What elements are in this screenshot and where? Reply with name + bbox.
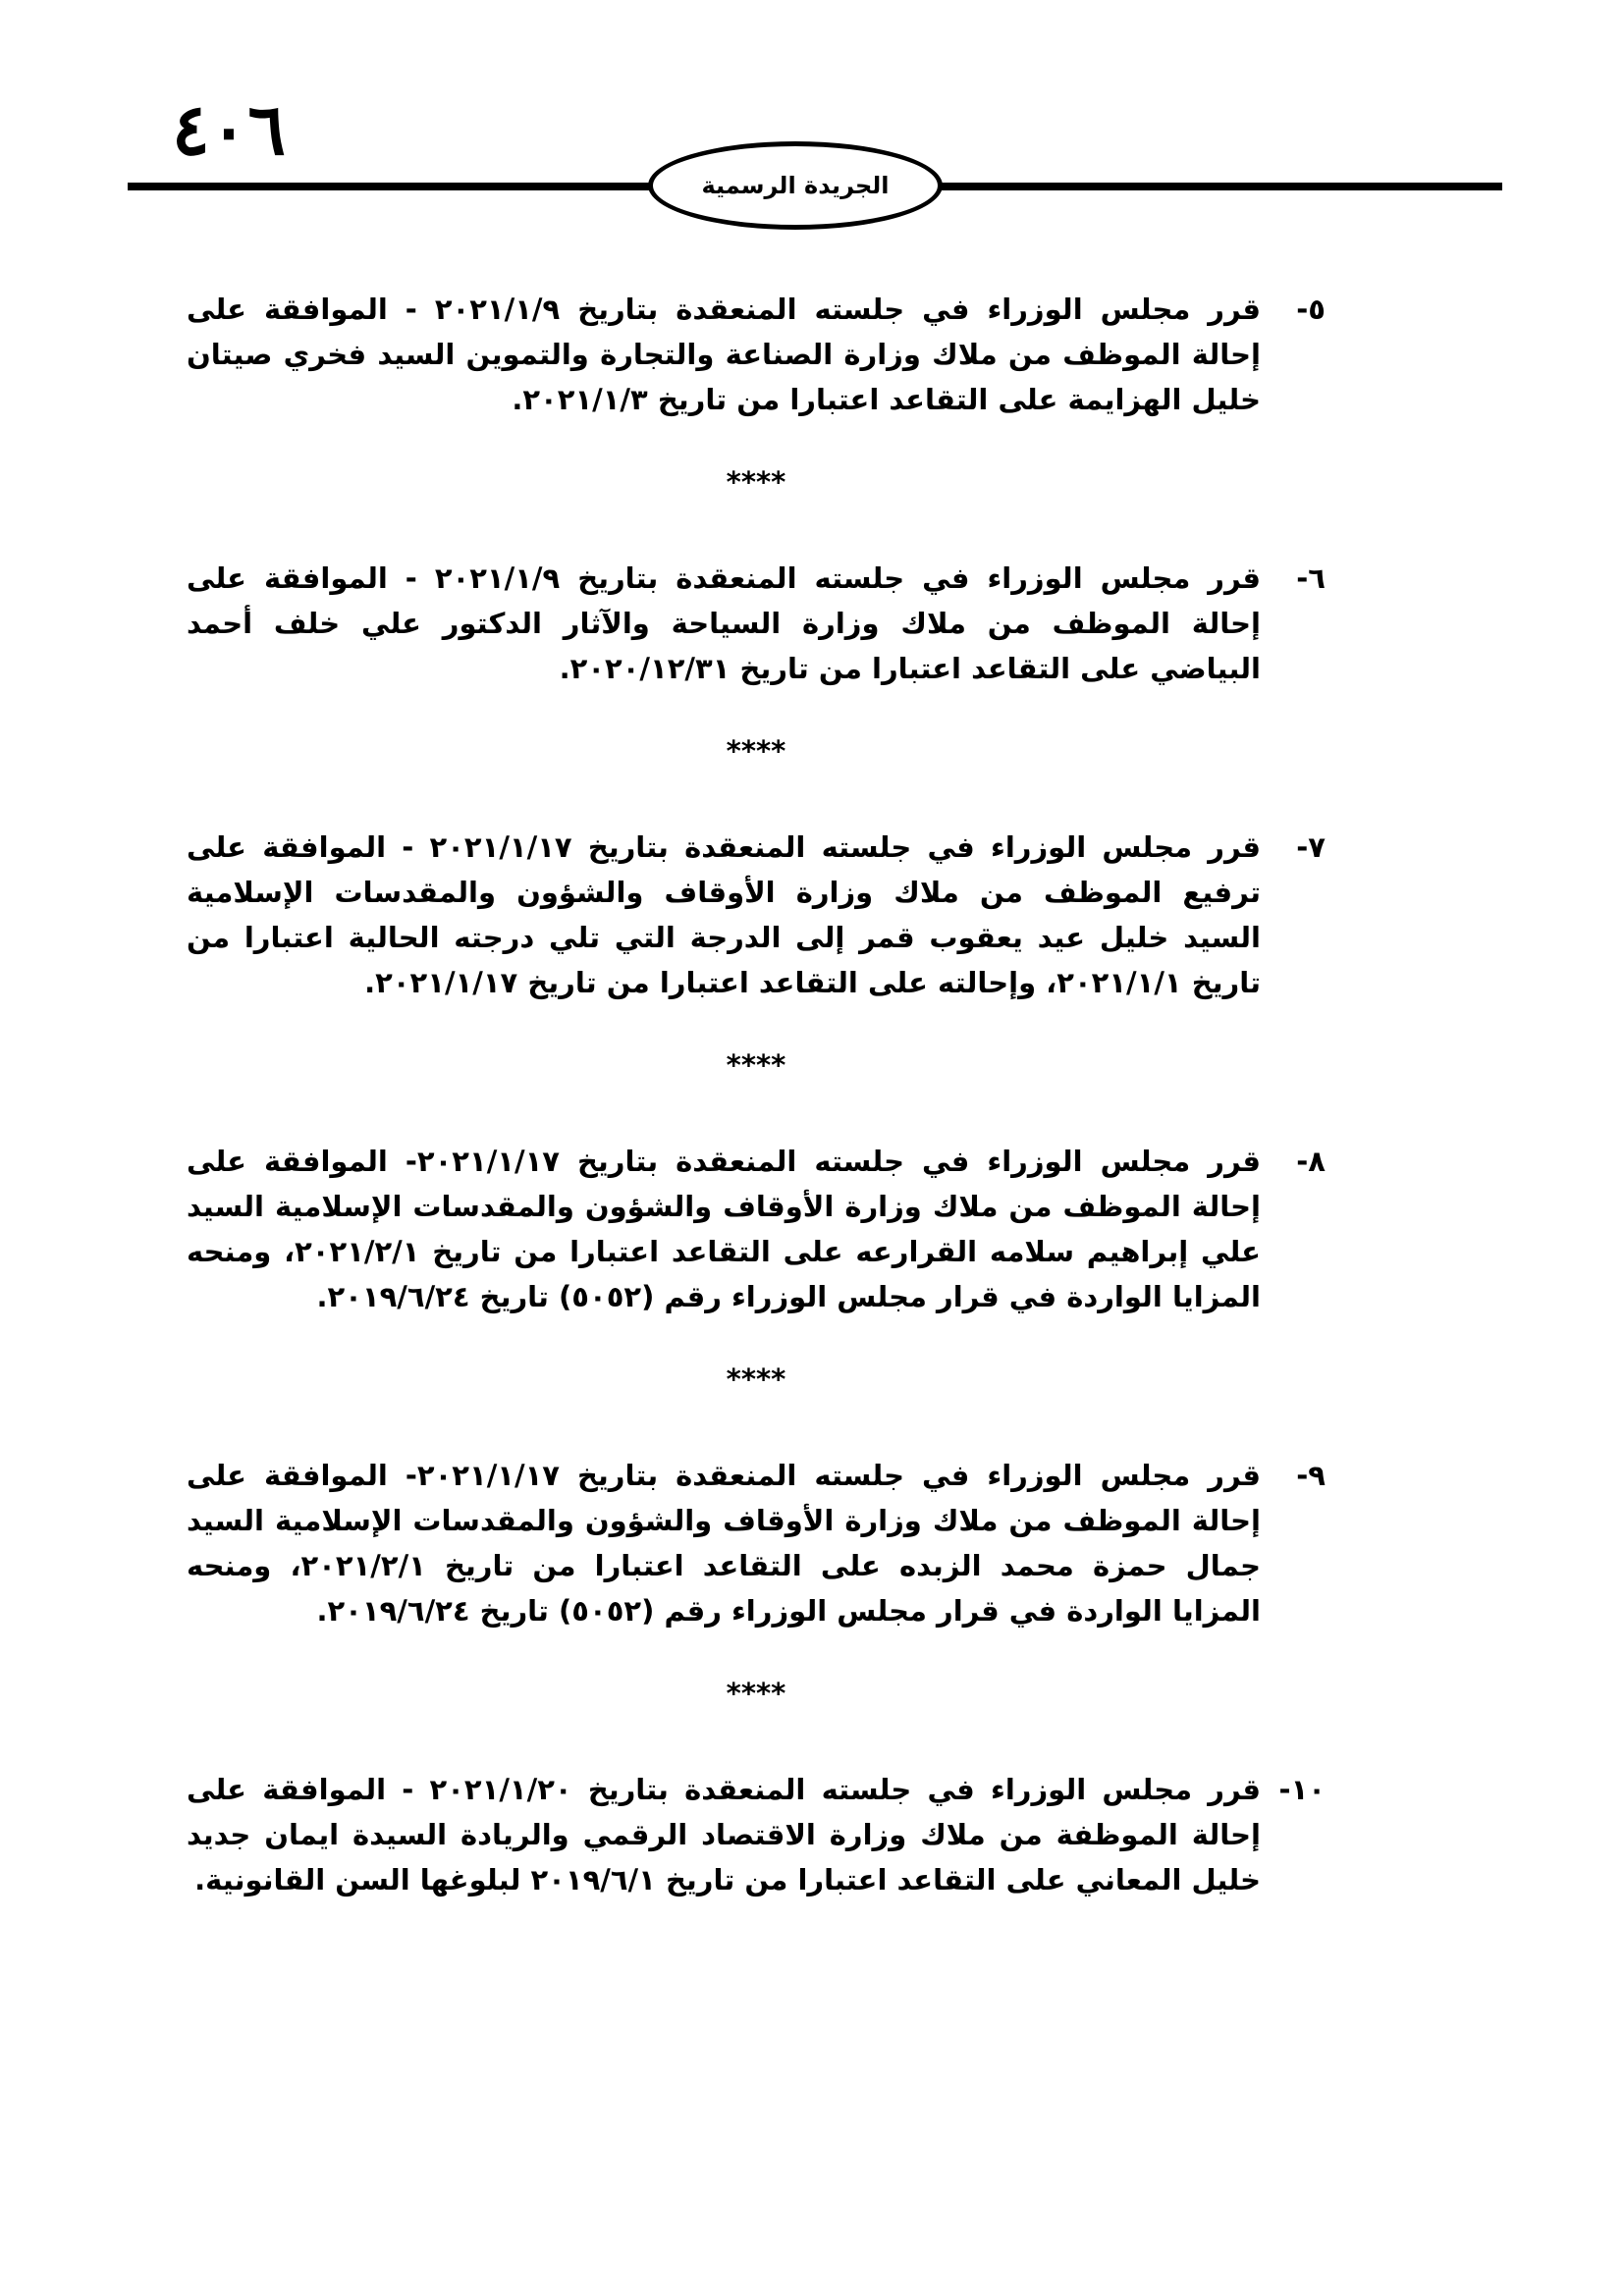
decision-number: ٧- bbox=[1296, 830, 1326, 864]
decision-number: ٨- bbox=[1296, 1145, 1326, 1178]
separator: **** bbox=[726, 1362, 786, 1396]
decision-text: قرر مجلس الوزراء في جلسته المنعقدة بتاريخ ٢٠٢١/١/١٧- الموافقة على إحالة الموظف من ملاك وزارة الأوقاف والشؤون والمقدسات الإسلامية السيد علي إبراهيم سلامه القرارعه على التقاعد اعتبارا من تاريخ ٢٠٢١/٢/١، ومنحه المزايا الواردة في قرار مجلس الوزراء رقم (٥٠٥٢) تاريخ ٢٠١٩/٦/٢٤. bbox=[187, 1145, 1262, 1313]
decision-number: ٦- bbox=[1296, 561, 1326, 595]
decision-number: ١٠- bbox=[1278, 1773, 1326, 1806]
page-number: ٤٠٦ bbox=[172, 87, 287, 171]
decision-item bbox=[187, 1453, 1326, 1633]
decision-number: ٥- bbox=[1296, 293, 1326, 326]
decision-text: قرر مجلس الوزراء في جلسته المنعقدة بتاريخ ٢٠٢١/١/١٧ - الموافقة على ترفيع الموظف من ملاك وزارة الأوقاف والشؤون والمقدسات الإسلامية السيد خليل عيد يعقوب قمر إلى الدرجة التي تلي درجته الحالية اعتبارا من تاريخ ٢٠٢١/١/١، وإحالته على التقاعد اعتبارا من تاريخ ٢٠٢١/١/١٧. bbox=[187, 830, 1262, 999]
gazette-title: الجريدة الرسمية bbox=[701, 172, 890, 199]
decision-item bbox=[187, 1767, 1326, 1902]
separator: **** bbox=[726, 734, 786, 768]
header-oval bbox=[648, 141, 943, 230]
separator: **** bbox=[726, 1048, 786, 1082]
decision-text: قرر مجلس الوزراء في جلسته المنعقدة بتاريخ ٢٠٢١/١/٢٠ - الموافقة على إحالة الموظفة من ملاك وزارة الاقتصاد الرقمي والريادة السيدة ايمان جديد خليل المعاني على التقاعد اعتبارا من تاريخ ٢٠١٩/٦/١ لبلوغها السن القانونية. bbox=[187, 1773, 1262, 1896]
decision-item bbox=[187, 287, 1326, 422]
decision-text: قرر مجلس الوزراء في جلسته المنعقدة بتاريخ ٢٠٢١/١/١٧- الموافقة على إحالة الموظف من ملاك وزارة الأوقاف والشؤون والمقدسات الإسلامية السيد جمال حمزة محمد الزبده على التقاعد اعتبارا من تاريخ ٢٠٢١/٢/١، ومنحه المزايا الواردة في قرار مجلس الوزراء رقم (٥٠٥٢) تاريخ ٢٠١٩/٦/٢٤. bbox=[187, 1459, 1262, 1628]
decision-item bbox=[187, 1139, 1326, 1319]
decision-text: قرر مجلس الوزراء في جلسته المنعقدة بتاريخ ٢٠٢١/١/٩ - الموافقة على إحالة الموظف من ملاك وزارة الصناعة والتجارة والتموين السيد فخري صيتان خليل الهزايمة على التقاعد اعتبارا من تاريخ ٢٠٢١/١/٣. bbox=[187, 293, 1262, 416]
decision-text: قرر مجلس الوزراء في جلسته المنعقدة بتاريخ ٢٠٢١/١/٩ - الموافقة على إحالة الموظف من ملاك وزارة السياحة والآثار الدكتور علي خلف أحمد البياضي على التقاعد اعتبارا من تاريخ ٢٠٢٠/١٢/٣١. bbox=[187, 561, 1262, 685]
decision-item bbox=[187, 556, 1326, 691]
separator: **** bbox=[726, 1677, 786, 1710]
decision-number: ٩- bbox=[1296, 1459, 1326, 1492]
separator: **** bbox=[726, 465, 786, 499]
decisions-list bbox=[187, 287, 1326, 1902]
decision-item bbox=[187, 825, 1326, 1005]
